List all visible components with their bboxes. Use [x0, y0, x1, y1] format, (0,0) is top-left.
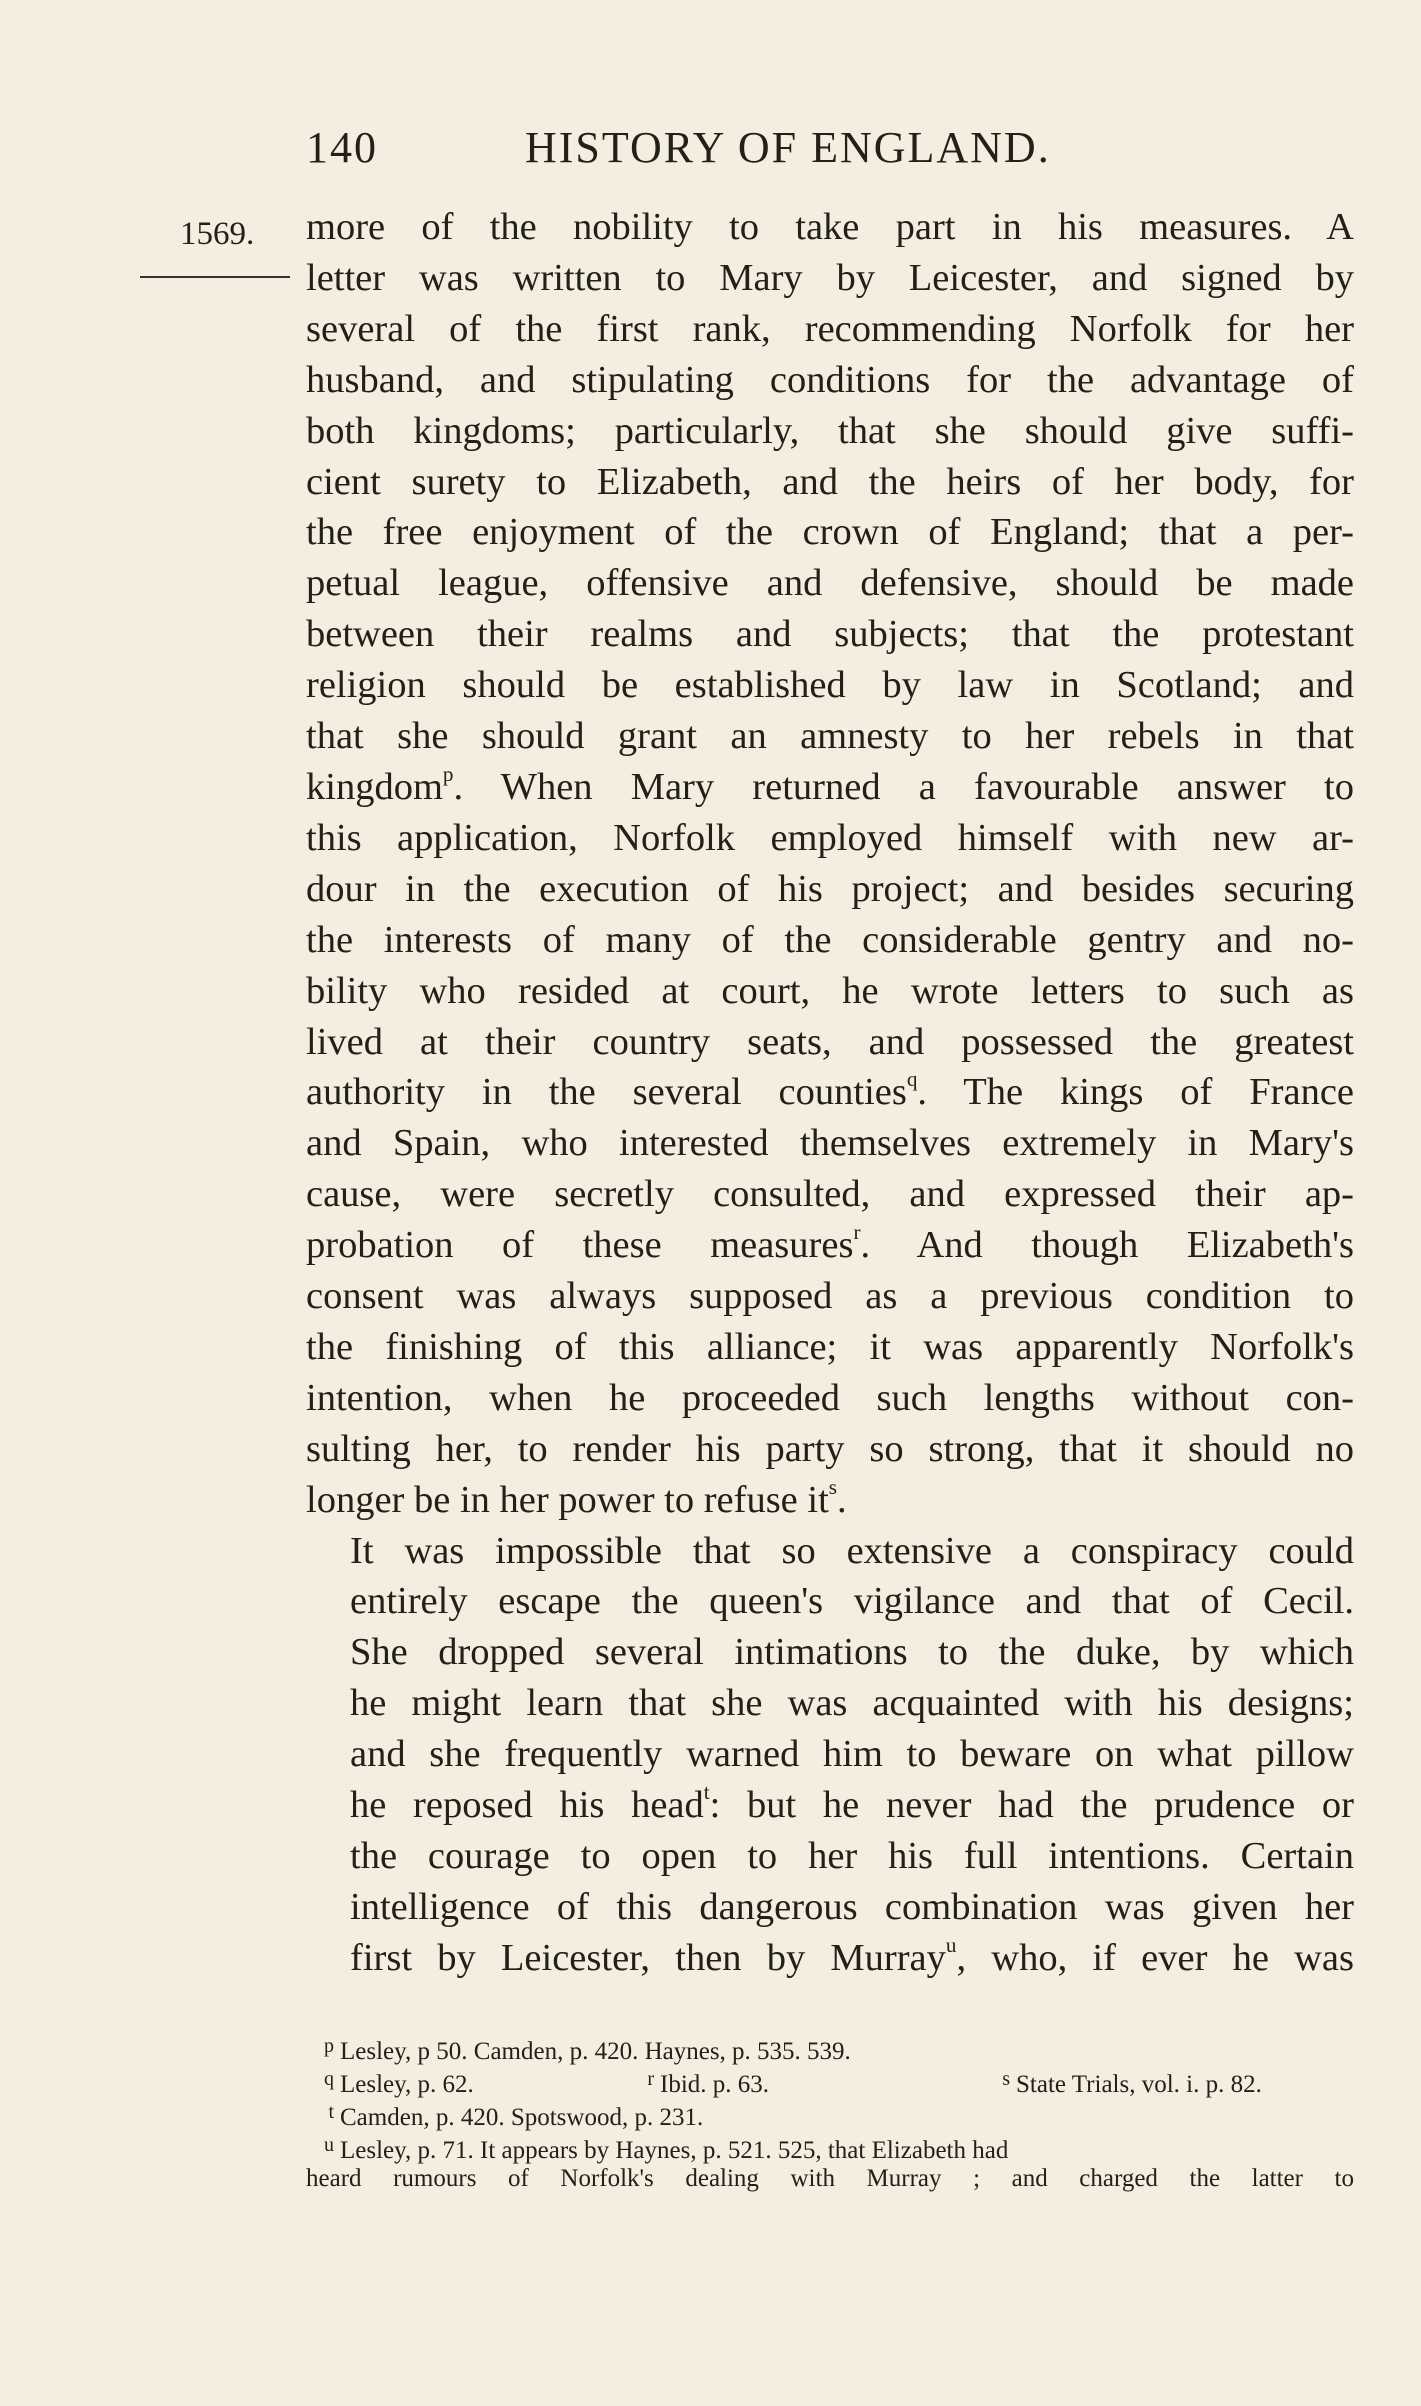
text-line: religion should be established by law in Scotland; and: [306, 664, 1354, 707]
footnote-text: Lesley, p. 71. It appears by Haynes, p. 521. 525, that Elizabeth had: [340, 2137, 1009, 2164]
text-line: kingdom$^p$. When Mary returned a favourable answer to: [306, 761, 1354, 808]
main-text: [306, 202, 1354, 1984]
text-line: between their realms and subjects; that the protestant: [306, 613, 1354, 656]
text-line: he reposed his head$^t$: but he never had the prudence or: [350, 1780, 1354, 1827]
text-line: he might learn that she was acquainted with his designs;: [350, 1682, 1354, 1725]
text-line: the interests of many of the considerable gentry and no-: [306, 918, 1354, 961]
text-line: consent was always supposed as a previous condition to: [306, 1275, 1354, 1318]
text-line: and she frequently warned him to beware on what pillow: [350, 1733, 1354, 1776]
footnote-ref-p[interactable]: p: [442, 761, 454, 786]
footnote-mark: q: [324, 2068, 334, 2090]
footnote-ref-t[interactable]: t: [703, 1780, 710, 1805]
text-line: sulting her, to render his party so strong, that it should no: [306, 1427, 1354, 1470]
text-line: the courage to open to her his full intentions. Certain: [350, 1835, 1354, 1877]
text-line: first by Leicester, then by Murray$^u$, who, if ever he was: [350, 1932, 1354, 1979]
text-line: husband, and stipulating conditions for the advantage of: [306, 358, 1354, 401]
page-title: HISTORY OF ENGLAND.: [525, 123, 1051, 172]
text-line: this application, Norfolk employed himself with new ar-: [306, 816, 1354, 859]
footnote-ref-s[interactable]: s: [828, 1474, 838, 1499]
text-line: more of the nobility to take part in his measures. A: [306, 206, 1354, 248]
text-line: It was impossible that so extensive a conspiracy could: [350, 1529, 1354, 1572]
footnote-text: State Trials, vol. i. p. 82.: [1016, 2071, 1262, 2098]
text-line: dour in the execution of his project; and besides securing: [306, 867, 1354, 910]
text-line: the free enjoyment of the crown of England; that a per-: [306, 511, 1354, 554]
text-line: bility who resided at court, he wrote letters to such as: [306, 969, 1354, 1012]
footnote-mark: u: [324, 2134, 334, 2156]
text-line: several of the first rank, recommending Norfolk for her: [306, 307, 1354, 350]
footnote-ref-q[interactable]: q: [906, 1067, 918, 1092]
paragraph-2: [306, 1526, 1354, 1984]
text-line: petual league, offensive and defensive, should be made: [306, 562, 1354, 605]
text-line: cause, were secretly consulted, and expressed their ap-: [306, 1173, 1354, 1216]
footnote-row: [306, 2096, 1354, 2129]
footnotes: [306, 2030, 1354, 2195]
page-number: 140: [306, 123, 378, 172]
footnote-u: [306, 2129, 1008, 2167]
text-line: intention, when he proceeded such lengths without con-: [306, 1376, 1354, 1419]
margin-rule: [140, 276, 290, 278]
text-line: the finishing of this alliance; it was apparently Norfolk's: [306, 1325, 1354, 1368]
footnote-row: [306, 2063, 1354, 2096]
text-line: cient surety to Elizabeth, and the heirs of her body, for: [306, 460, 1354, 503]
text-line: authority in the several counties$^q$. The kings of France: [306, 1067, 1354, 1114]
footnote-ref-r[interactable]: r: [853, 1220, 861, 1245]
text-line: probation of these measures$^r$. And though Elizabeth's: [306, 1220, 1354, 1267]
text-line: entirely escape the queen's vigilance and that of Cecil.: [350, 1580, 1354, 1623]
text-line: She dropped several intimations to the duke, by which: [350, 1631, 1354, 1674]
footnote-text: Lesley, p 50. Camden, p. 420. Haynes, p. 535. 539.: [340, 2038, 851, 2065]
margin-year: 1569.: [180, 216, 255, 252]
text-line: lived at their country seats, and possessed the greatest: [306, 1020, 1354, 1063]
footnote-row: [306, 2030, 1354, 2063]
text-line: both kingdoms; particularly, that she should give suffi-: [306, 409, 1354, 452]
footnote-mark: r: [647, 2068, 654, 2090]
footnote-text: Camden, p. 420. Spotswood, p. 231.: [340, 2104, 704, 2131]
footnote-mark: p: [324, 2035, 334, 2057]
footnote-u-continuation: heard rumours of Norfolk's dealing with Murray ; and charged the latter to: [306, 2165, 1354, 2192]
paragraph-1: [306, 202, 1354, 1526]
footnote-mark: t: [328, 2101, 334, 2123]
footnote-text: Lesley, p. 62.: [340, 2071, 474, 2098]
text-line: intelligence of this dangerous combination was given her: [350, 1885, 1354, 1928]
text-line: letter was written to Mary by Leicester, and signed by: [306, 256, 1354, 299]
text-line: that she should grant an amnesty to her rebels in that: [306, 715, 1354, 758]
footnote-text: Ibid. p. 63.: [660, 2071, 770, 2098]
footnote-row: [306, 2129, 1354, 2162]
text-line: longer be in her power to refuse $it^s$.: [306, 1474, 847, 1521]
text-line: and Spain, who interested themselves extremely in Mary's: [306, 1122, 1354, 1165]
footnote-mark: s: [1002, 2068, 1010, 2090]
footnote-ref-u[interactable]: u: [945, 1932, 957, 1957]
